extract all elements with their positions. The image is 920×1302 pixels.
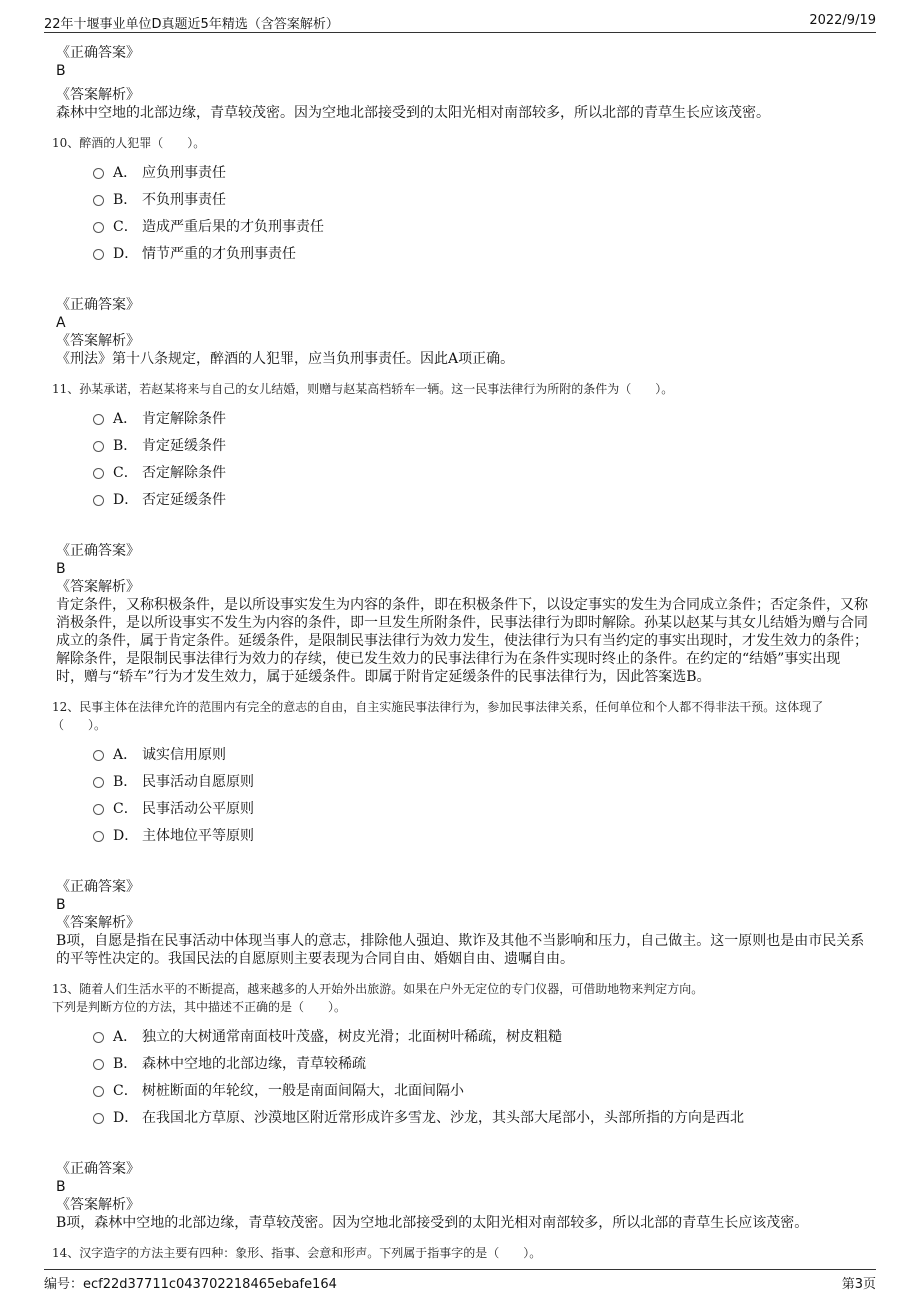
analysis-text: B项，自愿是指在民事活动中体现当事人的意志，排除他人强迫、欺诈及其他不当影响和压力，自己做主。这一原则也是由市民关系的平等性决定的。我国民法的自愿原则主要表现为合同自由、婚姻自由、遗嘱自由。	[56, 933, 865, 967]
analysis-label: 《答案解析》	[56, 333, 140, 349]
analysis-label: 《答案解析》	[56, 579, 140, 595]
radio-icon[interactable]	[93, 222, 104, 233]
correct-answer-label: 《正确答案》	[56, 297, 140, 313]
option-b[interactable]: B． 民事活动自愿原则	[56, 769, 868, 796]
correct-answer: B	[56, 561, 66, 577]
question-13-options	[56, 1024, 868, 1132]
radio-icon[interactable]	[93, 495, 104, 506]
question-10-options	[56, 160, 868, 268]
correct-answer: B	[56, 897, 66, 913]
radio-icon[interactable]	[93, 1113, 104, 1124]
option-d[interactable]: D． 在我国北方草原、沙漠地区附近常形成许多雪龙、沙龙，其头部大尾部小，头部所指的方向是西北	[56, 1105, 868, 1132]
correct-answer: A	[56, 315, 66, 331]
radio-icon[interactable]	[93, 750, 104, 761]
radio-icon[interactable]	[93, 168, 104, 179]
question-13-line-2: 下列是判断方位的方法，其中描述不正确的是（ ）。	[52, 1000, 347, 1014]
correct-answer: B	[56, 63, 66, 79]
analysis-text: 森林中空地的北部边缘，青草较茂密。因为空地北部接受到的太阳光相对南部较多，所以北部的青草生长应该茂密。	[56, 105, 770, 121]
document-title: 22年十堰事业单位D真题近5年精选（含答案解析）	[44, 17, 339, 32]
option-a[interactable]: A． 肯定解除条件	[56, 406, 868, 433]
analysis-text: B项，森林中空地的北部边缘，青草较茂密。因为空地北部接受到的太阳光相对南部较多，所以北部的青草生长应该茂密。	[56, 1215, 809, 1231]
radio-icon[interactable]	[93, 831, 104, 842]
radio-icon[interactable]	[93, 1032, 104, 1043]
page-footer	[44, 1269, 876, 1292]
analysis-label: 《答案解析》	[56, 915, 140, 931]
radio-icon[interactable]	[93, 777, 104, 788]
radio-icon[interactable]	[93, 1059, 104, 1070]
analysis-text: 肯定条件，又称积极条件，是以所设事实发生为内容的条件，即在积极条件下，以设定事实的发生为合同成立条件；否定条件，又称消极条件，是以所设事实不发生为内容的条件，即一旦发生所附条件，民事法律行为即时解除。孙某以赵某与其女儿结婚为赠与合同成立的条件，属于肯定条件。延缓条件，是限制民事法律行为效力发生，使法律行为只有当约定的事实出现时，才发生效力的条件；解除条件，是限制民事法律行为效力的存续，使已发生效力的民事法律行为在条件实现时终止的条件。在约定的“结婚”事实出现时，赠与“轿车”行为才发生效力，属于延缓条件。即属于附肯定延缓条件的民事法律行为，因此答案选B。	[56, 597, 868, 685]
option-d[interactable]: D． 情节严重的才负刑事责任	[56, 241, 868, 268]
correct-answer: B	[56, 1179, 66, 1195]
page-header	[44, 10, 876, 33]
option-c[interactable]: C． 树桩断面的年轮纹，一般是南面间隔大，北面间隔小	[56, 1078, 868, 1105]
analysis-label: 《答案解析》	[56, 87, 140, 103]
correct-answer-label: 《正确答案》	[56, 45, 140, 61]
correct-answer-label: 《正确答案》	[56, 1161, 140, 1177]
radio-icon[interactable]	[93, 249, 104, 260]
question-12: 12、民事主体在法律允许的范围内有完全的意志的自由，自主实施民事法律行为，参加民事法律关系，任何单位和个人都不得非法干预。这体现了（ ）。	[52, 700, 824, 732]
radio-icon[interactable]	[93, 468, 104, 479]
question-13-line-1: 13、随着人们生活水平的不断提高，越来越多的人开始外出旅游。如果在户外无定位的专门仪器，可借助地物来判定方向。	[52, 982, 704, 996]
question-13	[52, 980, 868, 1016]
question-11: 11、孙某承诺，若赵某将来与自己的女儿结婚，则赠与赵某高档轿车一辆。这一民事法律行为所附的条件为（ ）。	[52, 382, 674, 396]
correct-answer-label: 《正确答案》	[56, 543, 140, 559]
question-11-options	[56, 406, 868, 514]
document-code: 编号：ecf22d37711c043702218465ebafe164	[44, 1277, 337, 1292]
option-a[interactable]: A． 应负刑事责任	[56, 160, 868, 187]
document-body	[52, 44, 868, 1262]
document-date: 2022/9/19	[809, 13, 876, 28]
radio-icon[interactable]	[93, 414, 104, 425]
option-b[interactable]: B． 不负刑事责任	[56, 187, 868, 214]
correct-answer-label: 《正确答案》	[56, 879, 140, 895]
page-number: 第3页	[841, 1277, 876, 1292]
option-b[interactable]: B． 肯定延缓条件	[56, 433, 868, 460]
option-c[interactable]: C． 造成严重后果的才负刑事责任	[56, 214, 868, 241]
option-a[interactable]: A． 诚实信用原则	[56, 742, 868, 769]
question-12-options	[56, 742, 868, 850]
analysis-text: 《刑法》第十八条规定，醉酒的人犯罪，应当负刑事责任。因此A项正确。	[56, 351, 515, 367]
radio-icon[interactable]	[93, 195, 104, 206]
option-d[interactable]: D． 主体地位平等原则	[56, 823, 868, 850]
radio-icon[interactable]	[93, 804, 104, 815]
question-14: 14、汉字造字的方法主要有四种：象形、指事、会意和形声。下列属于指事字的是（ ）。	[52, 1246, 542, 1260]
option-a[interactable]: A． 独立的大树通常南面枝叶茂盛，树皮光滑；北面树叶稀疏，树皮粗糙	[56, 1024, 868, 1051]
radio-icon[interactable]	[93, 441, 104, 452]
question-10: 10、醉酒的人犯罪（ ）。	[52, 136, 206, 150]
option-d[interactable]: D． 否定延缓条件	[56, 487, 868, 514]
radio-icon[interactable]	[93, 1086, 104, 1097]
option-b[interactable]: B． 森林中空地的北部边缘，青草较稀疏	[56, 1051, 868, 1078]
analysis-label: 《答案解析》	[56, 1197, 140, 1213]
option-c[interactable]: C． 民事活动公平原则	[56, 796, 868, 823]
option-c[interactable]: C． 否定解除条件	[56, 460, 868, 487]
